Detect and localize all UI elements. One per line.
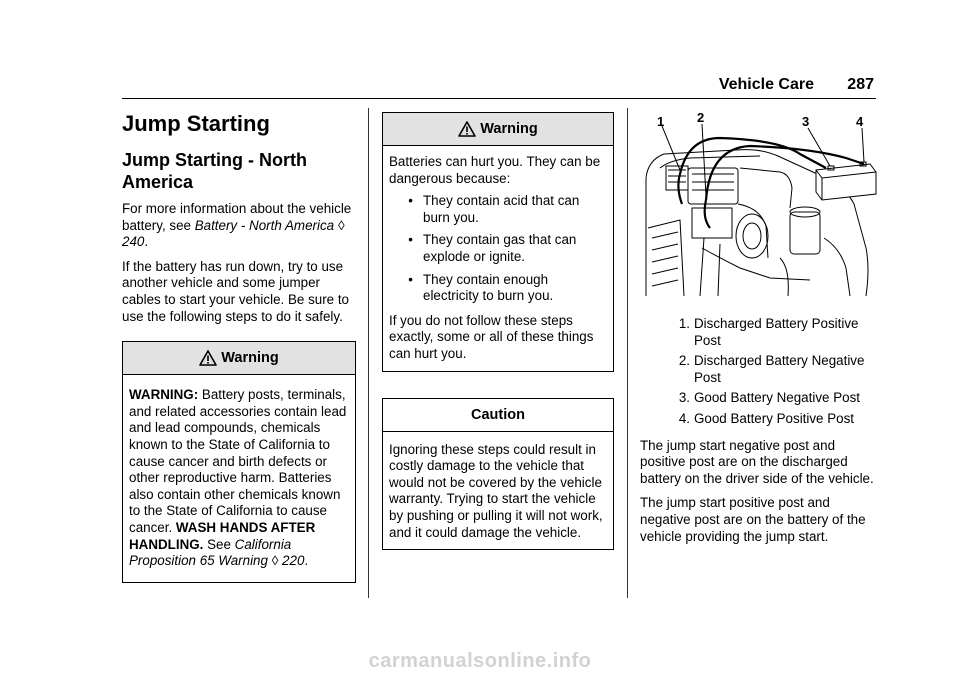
legend-number: 4. [678,410,690,426]
column-divider-2 [627,108,628,598]
negative-post-paragraph: The jump start negative post and positive post are on the discharged battery on the driver side of the vehicle. [640,437,874,486]
warning-body [123,375,355,582]
watermark: carmanualsonline.info [368,650,592,672]
callout-1: 1 [657,114,665,129]
list-item-text: They contain gas that can explode or ignite. [423,232,577,264]
text-run: For more information about the vehicle battery, see [122,201,352,233]
callout-3: 3 [802,114,810,129]
warning-box-battery [382,112,614,372]
caution-body: Ignoring these steps could result in costly damage to the vehicle that would not be covered by the vehicle warranty. Trying to start the vehicle by pushing or pulling it will not work, and it could damage the vehicle. [389,441,603,540]
page-title: Jump Starting [122,111,270,136]
list-item [389,272,607,305]
section-heading: Jump Starting - North America [122,150,307,192]
list-item [640,390,878,407]
warning-header [383,113,613,146]
warning-lead: WARNING: [129,387,199,403]
bullet: • [408,271,413,287]
ref-symbol: ◊ [271,553,279,569]
list-item [640,411,878,428]
caution-title: Caution [471,406,525,423]
warning-intro: Batteries can hurt you. They can be dangerous because: [389,154,601,186]
text-run: Battery posts, terminals, and related accessories contain lead and lead compounds, chemicals known to the State of California to cause cancer and birth defects or other reproductive harm. Batteries also contain other chemicals known to the State of California to cause cancer. [129,387,347,535]
prop65-link[interactable]: California Proposition 65 Warning [129,536,292,569]
column-1 [122,108,356,583]
callout-2: 2 [697,110,705,125]
column-divider-1 [368,108,369,598]
list-item-text: They contain acid that can burn you. [423,193,580,225]
intro-paragraph [122,201,356,251]
warning-icon [458,121,476,137]
legend-text: Good Battery Positive Post [694,410,855,426]
section-title: Vehicle Care [718,76,814,93]
legend-text: Discharged Battery Positive Post [694,316,859,348]
list-item-text: They contain enough electricity to burn you. [423,271,554,304]
battery-link[interactable]: Battery - North America [194,217,335,233]
caution-box [382,398,614,551]
warning-outro: If you do not follow these steps exactly, some or all of these things can hurt you. [389,312,594,361]
legend-text: Good Battery Negative Post [694,390,860,406]
warning-box-prop65 [122,341,356,583]
warning-title: Warning [480,121,538,137]
legend-number: 2. [678,353,690,369]
page-header [122,72,876,99]
caution-header [383,399,613,432]
callout-4: 4 [856,114,864,129]
page-number: 287 [847,76,874,93]
engine-bay-drawing [640,108,878,296]
text-run: . [144,234,149,250]
wash-hands-text: WASH HANDS AFTER HANDLING. [129,519,316,552]
list-item [389,193,607,226]
ref-symbol: ◊ [337,217,345,233]
text-run: See [203,536,235,552]
battery-page-ref[interactable]: 240 [122,234,145,250]
warning-title: Warning [221,350,279,367]
positive-post-paragraph: The jump start positive post and negative post are on the battery of the vehicle providing the jump start. [640,495,866,544]
legend-number: 3. [678,390,690,406]
warning-body [383,146,613,371]
column-3 [640,108,878,545]
list-item [640,316,878,349]
bullet: • [408,232,413,248]
text-run: . [304,553,309,569]
prop65-page-ref[interactable]: 220 [282,553,305,569]
list-item [640,353,878,386]
warning-icon [199,350,217,366]
jump-paragraph: If the battery has run down, try to use another vehicle and some jumper cables to start your vehicle. Be sure to use the following steps to do it safely. [122,258,350,324]
legend-text: Discharged Battery Negative Post [694,353,865,385]
warning-header [123,342,355,375]
legend-number: 1. [678,316,690,331]
bullet: • [408,193,413,209]
list-item [389,232,607,265]
callout-legend [640,316,878,428]
column-2 [382,112,614,550]
jump-start-illustration [640,108,878,296]
